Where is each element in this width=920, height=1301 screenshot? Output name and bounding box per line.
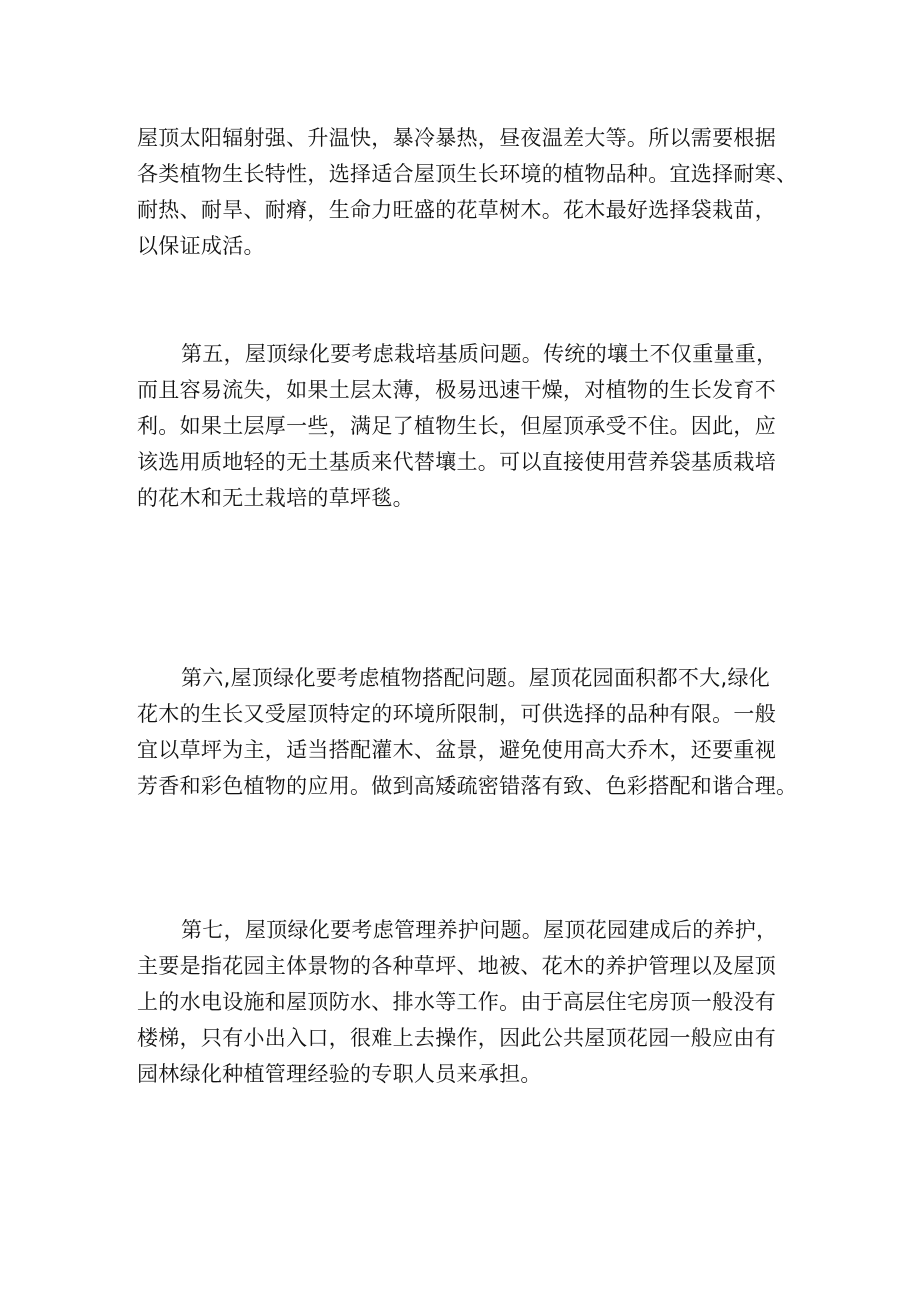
- paragraph-plant-arrangement: [137, 660, 798, 804]
- paragraph-plant-selection: [137, 120, 798, 264]
- paragraph-substrate: [137, 336, 787, 516]
- paragraph-line: 而且容易流失，如果土层太薄，极易迅速干燥，对植物的生长发育不: [137, 378, 776, 402]
- paragraph-line: 宜以草坪为主，适当搭配灌木、盆景，避免使用高大乔木，还要重视: [137, 738, 776, 762]
- paragraph-maintenance: [137, 912, 787, 1092]
- paragraph-line: 的花木和无土栽培的草坪毯。: [137, 486, 414, 510]
- paragraph-line: 耐热、耐旱、耐瘠，生命力旺盛的花草树木。花木最好选择袋栽苗，: [137, 198, 776, 222]
- paragraph-line: 第七，屋顶绿化要考虑管理养护问题。屋顶花园建成后的养护，: [181, 918, 778, 942]
- paragraph-line: 各类植物生长特性，选择适合屋顶生长环境的植物品种。宜选择耐寒、: [137, 162, 798, 186]
- paragraph-line: 芳香和彩色植物的应用。做到高矮疏密错落有致、色彩搭配和谐合理。: [137, 774, 798, 798]
- paragraph-line: 园林绿化种植管理经验的专职人员来承担。: [137, 1062, 542, 1086]
- paragraph-line: 花木的生长又受屋顶特定的环境所限制，可供选择的品种有限。一般: [137, 702, 776, 726]
- paragraph-line: 上的水电设施和屋顶防水、排水等工作。由于高层住宅房顶一般没有: [137, 990, 776, 1014]
- paragraph-line: 以保证成活。: [137, 234, 265, 258]
- paragraph-line: 主要是指花园主体景物的各种草坪、地被、花木的养护管理以及屋顶: [137, 954, 776, 978]
- paragraph-line: 利。如果土层厚一些，满足了植物生长，但屋顶承受不住。因此，应: [137, 414, 776, 438]
- paragraph-line: 第五，屋顶绿化要考虑栽培基质问题。传统的壤土不仅重量重，: [181, 342, 778, 366]
- paragraph-line: 第六,屋顶绿化要考虑植物搭配问题。屋顶花园面积都不大,绿化: [181, 666, 771, 690]
- paragraph-line: 楼梯，只有小出入口，很难上去操作，因此公共屋顶花园一般应由有: [137, 1026, 776, 1050]
- paragraph-line: 屋顶太阳辐射强、升温快，暴冷暴热，昼夜温差大等。所以需要根据: [137, 126, 776, 150]
- paragraph-line: 该选用质地轻的无土基质来代替壤土。可以直接使用营养袋基质栽培: [137, 450, 776, 474]
